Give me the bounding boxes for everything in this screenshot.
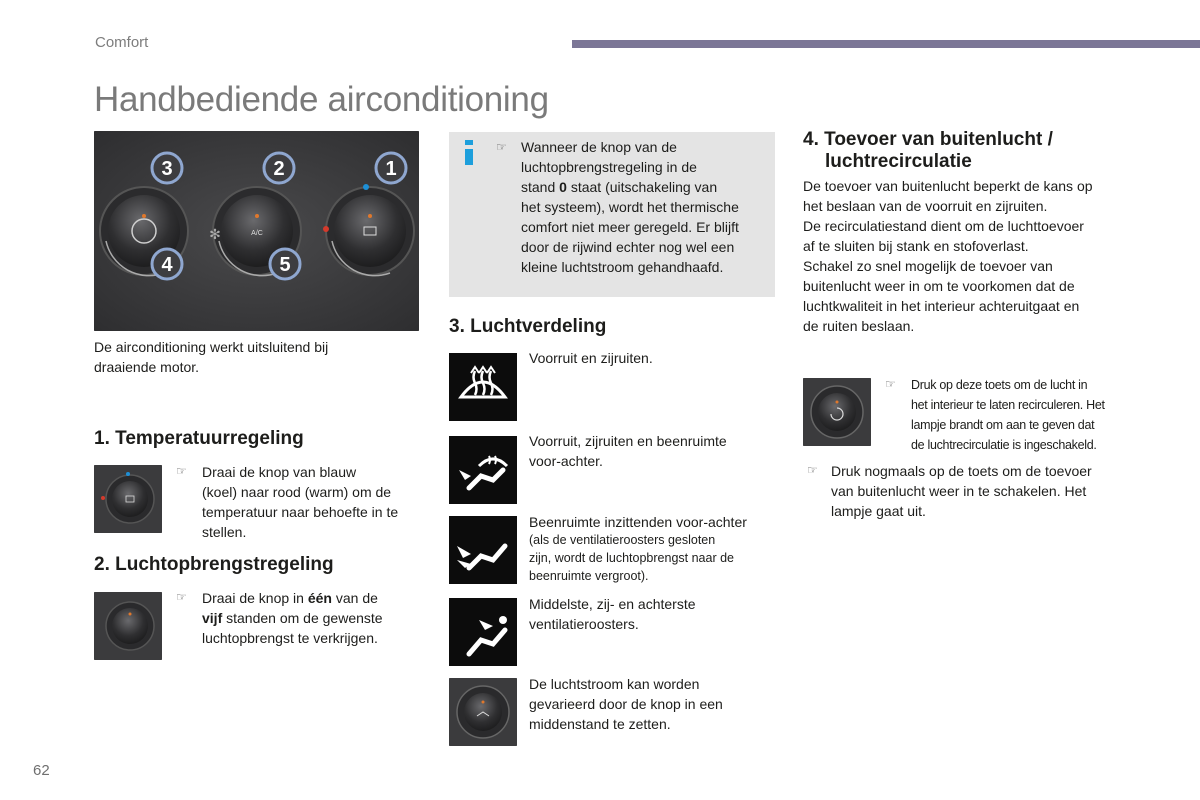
section3-heading: 3. Luchtverdeling bbox=[449, 316, 607, 337]
page-title: Handbediende airconditioning bbox=[94, 80, 549, 119]
info-icon bbox=[463, 140, 475, 164]
info-box bbox=[449, 132, 775, 297]
bullet-icon: ☞ bbox=[176, 464, 187, 478]
bullet-icon: ☞ bbox=[496, 140, 507, 154]
section4-bullet2: Druk nogmaals op de toets om de toevoer van buitenlucht weer in te schakelen. Het lampje gaat uit. bbox=[831, 463, 1092, 519]
temperature-knob-photo bbox=[94, 465, 162, 533]
airflow-knob-photo bbox=[94, 592, 162, 660]
section2-text: Draai de knop in één van de vijf standen om de gewenste luchtopbrengst te verkrijgen. bbox=[202, 590, 383, 646]
section-label: Comfort bbox=[95, 34, 149, 51]
info-text: Wanneer de knop van de luchtopbrengstregeling in de stand 0 staat (uitschakeling van het systeem), wordt het thermische comfort niet meer geregeld. Er blijft door de rijwind echter nog wel een kleine luchtstroom gehandhaafd. bbox=[521, 139, 739, 275]
airflow-item-5: De luchtstroom kan worden gevarieerd door de knop in een middenstand te zetten. bbox=[529, 676, 723, 732]
svg-text:5: 5 bbox=[279, 254, 291, 276]
callout-2 bbox=[264, 153, 294, 183]
callout-5 bbox=[270, 249, 300, 279]
svg-text:3: 3 bbox=[161, 158, 173, 180]
section4-bullet1: Druk op deze toets om de lucht in het interieur te laten recirculeren. Het lampje brandt om aan te geven dat de luchtrecirculatie is ingeschakeld. bbox=[911, 378, 1105, 452]
face-vents-icon bbox=[449, 598, 517, 666]
bullet-icon: ☞ bbox=[807, 463, 818, 477]
svg-text:1: 1 bbox=[385, 158, 397, 180]
bullet-icon: ☞ bbox=[885, 377, 896, 391]
knob-ac-label: A/C bbox=[251, 230, 263, 237]
section1-text: Draai de knop van blauw (koel) naar rood (warm) om de temperatuur naar behoefte in te stellen. bbox=[202, 464, 399, 540]
distribution-knob-icon bbox=[449, 678, 517, 746]
page-number: 62 bbox=[33, 762, 50, 779]
photo-caption: De airconditioning werkt uitsluitend bij draaiende motor. bbox=[94, 339, 329, 375]
section2-heading: 2. Luchtopbrengstregeling bbox=[94, 554, 334, 575]
header-accent-bar bbox=[572, 40, 1200, 48]
control-panel-photo bbox=[94, 131, 419, 331]
section4-heading: 4. Toevoer van buitenlucht / luchtrecirculatie bbox=[803, 129, 1053, 172]
airflow-item-3: Beenruimte inzittenden voor-achter (als de ventilatieroosters gesloten zijn, wordt de luchtopbrengst naar de beenruimte vergroot). bbox=[529, 514, 747, 583]
section4-paragraph: De toevoer van buitenlucht beperkt de kans op het beslaan van de voorruit en zijruiten. De recirculatiestand dient om de luchttoevoer af te sluiten bij stank en stofoverlast. Schakel zo snel mogelijk de toevoer van buitenlucht weer in om te voorkomen dat de luchtkwaliteit in het interieur achteruitgaat en de ruiten beslaan. bbox=[803, 178, 1093, 334]
section1-heading: 1. Temperatuurregeling bbox=[94, 428, 304, 449]
callout-3 bbox=[152, 153, 182, 183]
airflow-item-1: Voorruit en zijruiten. bbox=[529, 350, 653, 366]
airflow-item-2: Voorruit, zijruiten en beenruimte voor-achter. bbox=[529, 433, 727, 469]
airflow-item-4: Middelste, zij- en achterste ventilatieroosters. bbox=[529, 596, 696, 632]
callout-4 bbox=[152, 249, 182, 279]
bullet-icon: ☞ bbox=[176, 590, 187, 604]
svg-text:4: 4 bbox=[161, 254, 173, 276]
recirculation-knob-photo bbox=[803, 378, 871, 446]
windscreen-defrost-icon bbox=[449, 353, 517, 421]
feet-airflow-icon bbox=[449, 516, 517, 584]
callout-1 bbox=[376, 153, 406, 183]
windscreen-and-feet-icon bbox=[449, 436, 517, 504]
svg-text:✻: ✻ bbox=[209, 226, 221, 242]
svg-text:2: 2 bbox=[273, 158, 285, 180]
